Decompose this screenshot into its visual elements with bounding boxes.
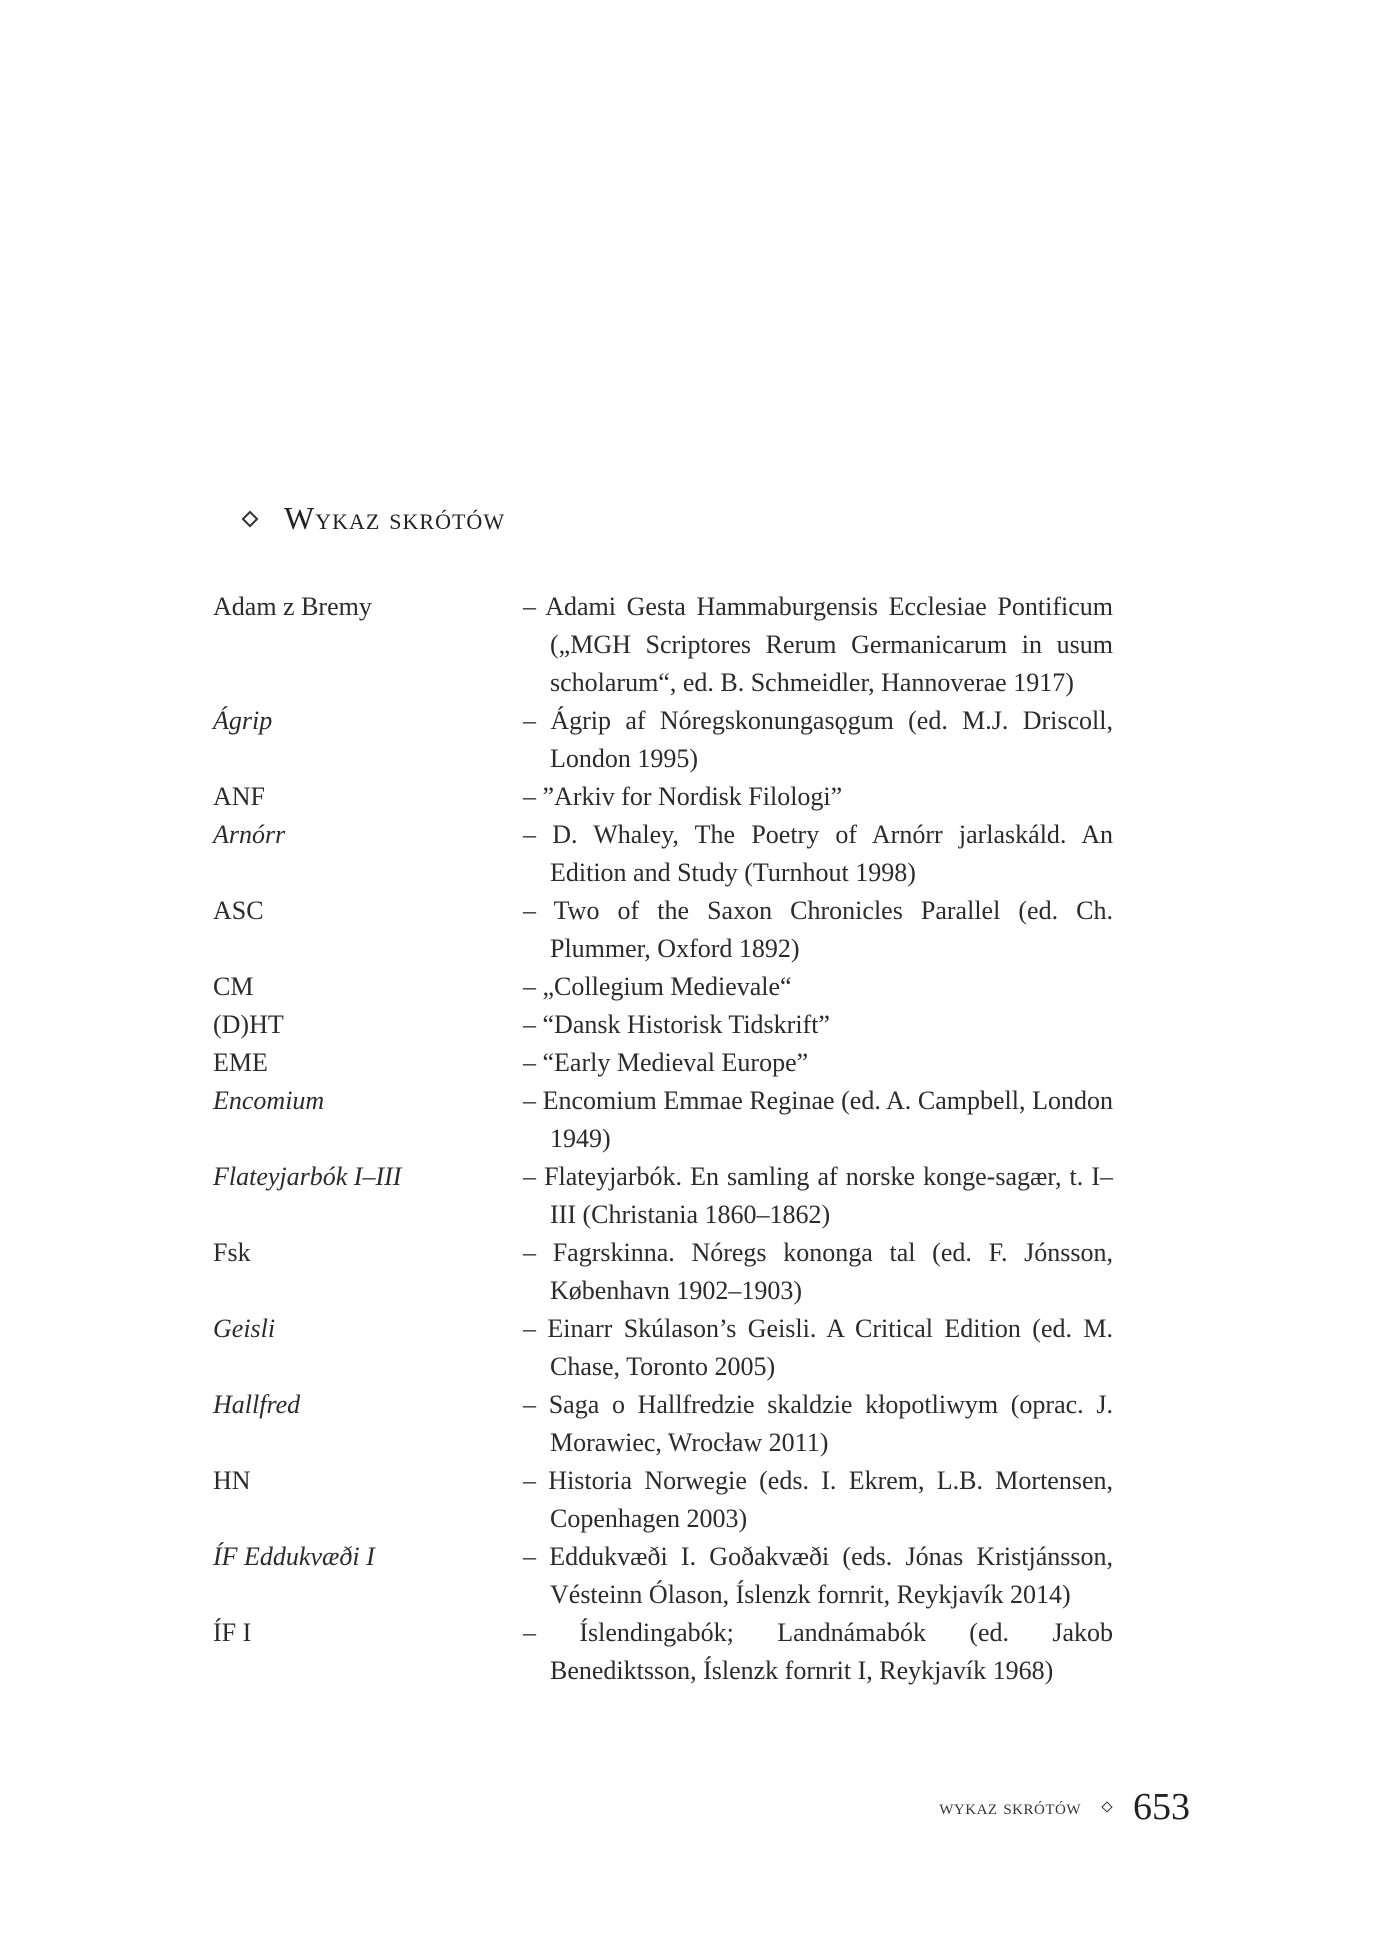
entry-description: – Íslendingabók; Landnámabók (ed. Jakob Benediktsson, Íslenzk fornrit I, Reykjavík 1968) (523, 1618, 1113, 1685)
abbreviations-list (213, 588, 1113, 1690)
running-header: wykaz skrótów (939, 1794, 1081, 1819)
list-item (213, 1386, 1113, 1462)
entry-description: – “Early Medieval Europe” (523, 1048, 809, 1077)
entry-description: – Encomium Emmae Reginae (ed. A. Campbell, London 1949) (523, 1086, 1113, 1153)
entry-description: – Fagrskinna. Nóregs kononga tal (ed. F. Jónsson, København 1902–1903) (523, 1238, 1113, 1305)
page-number: 653 (1133, 1786, 1190, 1828)
list-item (213, 816, 1113, 892)
list-item (213, 1082, 1113, 1158)
entry-term: ASC (213, 896, 264, 925)
entry-term: ÍF Eddukvæði I (213, 1542, 375, 1571)
list-item (213, 1462, 1113, 1538)
entry-description: – Saga o Hallfredzie skaldzie kłopotliwym (oprac. J. Morawiec, Wrocław 2011) (523, 1390, 1113, 1457)
entry-description: – ”Arkiv for Nordisk Filologi” (523, 782, 843, 811)
entry-description: – Flateyjarbók. En samling af norske konge-sagær, t. I–III (Christania 1860–1862) (523, 1162, 1113, 1229)
list-item (213, 968, 1113, 1006)
entry-description: – Ágrip af Nóregskonungasǫgum (ed. M.J. Driscoll, London 1995) (523, 706, 1113, 773)
list-item (213, 702, 1113, 778)
entry-description: – Eddukvæði I. Goðakvæði (eds. Jónas Kristjánsson, Vésteinn Ólason, Íslenzk fornrit, Reykjavík 2014) (523, 1542, 1113, 1609)
list-item (213, 1006, 1113, 1044)
list-item (213, 1234, 1113, 1310)
list-item (213, 588, 1113, 702)
entry-description: – Adami Gesta Hammaburgensis Ecclesiae Pontificum („MGH Scriptores Rerum Germanicarum in usum scholarum“, ed. B. Schmeidler, Hannoverae 1917) (523, 592, 1113, 697)
entry-term: Ágrip (213, 706, 273, 735)
list-item (213, 778, 1113, 816)
entry-term: Adam z Bremy (213, 592, 372, 621)
entry-description: – Historia Norwegie (eds. I. Ekrem, L.B. Mortensen, Copenhagen 2003) (523, 1466, 1113, 1533)
entry-term: ANF (213, 782, 266, 811)
page-footer (0, 1785, 1190, 1829)
entry-term: Hallfred (213, 1390, 301, 1419)
list-item (213, 1044, 1113, 1082)
entry-term: HN (213, 1466, 251, 1495)
section-heading (244, 500, 505, 537)
list-item (213, 1538, 1113, 1614)
entry-description: – Two of the Saxon Chronicles Parallel (ed. Ch. Plummer, Oxford 1892) (523, 896, 1113, 963)
entry-description: – Einarr Skúlason’s Geisli. A Critical Edition (ed. M. Chase, Toronto 2005) (523, 1314, 1113, 1381)
entry-term: Fsk (213, 1238, 251, 1267)
list-item (213, 892, 1113, 968)
list-item (213, 1614, 1113, 1690)
heading-title: Wykaz skrótów (284, 500, 506, 536)
entry-term: Geisli (213, 1314, 276, 1343)
entry-description: – D. Whaley, The Poetry of Arnórr jarlaskáld. An Edition and Study (Turnhout 1998) (523, 820, 1113, 887)
entry-term: EME (213, 1048, 268, 1077)
entry-term: Encomium (213, 1086, 325, 1115)
entry-term: CM (213, 972, 254, 1001)
entry-term: ÍF I (213, 1618, 252, 1647)
list-item (213, 1158, 1113, 1234)
entry-term: Flateyjarbók I–III (213, 1162, 402, 1191)
entry-term: (D)HT (213, 1010, 284, 1039)
entry-term: Arnórr (213, 820, 286, 849)
list-item (213, 1310, 1113, 1386)
diamond-icon (1101, 1801, 1112, 1812)
entry-description: – „Collegium Medievale“ (523, 972, 792, 1001)
diamond-icon (242, 510, 259, 527)
entry-description: – “Dansk Historisk Tidskrift” (523, 1010, 830, 1039)
